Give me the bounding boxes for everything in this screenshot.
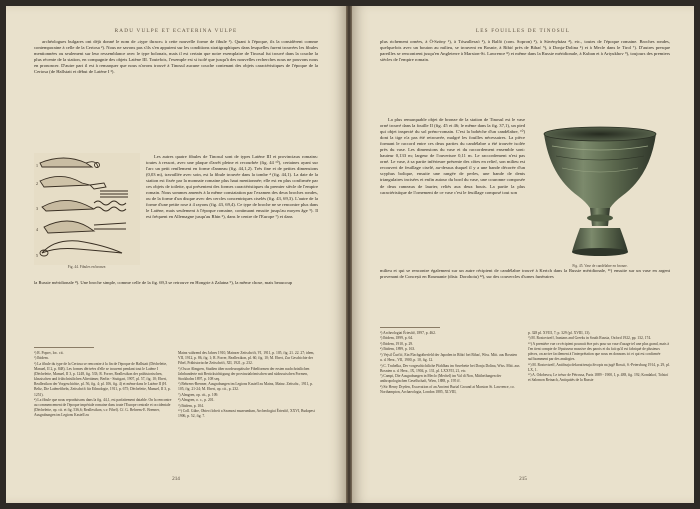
footnote: ⁴) Ibidem, 1899, p. 163. [380, 347, 416, 352]
svg-text:1: 1 [36, 163, 38, 168]
footnote: ⁶) C. Truhelka, Der vorgeschichtliche Pfahlbau im Savebette bei Donja Dolina, Wiss. Mitt. aus Bosnien u. d. Herz., IX, 1904, p. 131, pl. LXXVII, 21, etc. [380, 363, 520, 373]
footnote: ²) Ibidem. [34, 356, 49, 361]
right-page [352, 6, 694, 503]
svg-text:3: 3 [36, 206, 38, 211]
right-footnotes-column-2 [528, 331, 670, 384]
left-footnotes-column-2 [178, 351, 318, 420]
footnote: ⁴) La fibule que nous reproduisons dans la fig. 44,1, est parfaitement datable. On la rencontre au commencement de l'époque impériale romaine dans toute l'Europe centrale et occidentale (Déchelette, op. cit. et fig. 536,6; Reallexikon, s.v. Fibel). Cf. G. Behrens-E. Brenner, Ausgrabungen im Legions Kastell zu [34, 398, 172, 418]
footnote: ¹⁰) Coll. Gübe, Obiect loheit a Szamosi muzeumban, Archeologiai Értesítő, XXVI, Budapest 1906, p. 52, fig. 7. [178, 409, 315, 419]
footnote: ³) Ibidem, 1910, p. 29. [380, 341, 414, 346]
left-page-number: 214 [172, 476, 180, 482]
right-body-paragraph-3 [380, 268, 670, 280]
footnote: ¹¹) M. Rostovtzeff, Antičnaja dekorativnaja živopis na jugě Rossii, S.-Petersburg 1914, p. 29, pl. LX, 1. [528, 362, 670, 372]
right-body-text-3: milieu et qui se rencontre également sur un autre récipient de candélabre trouvé à Kertch dans la Russie méridionale, ¹¹) ensuite sur un vase en argent provenant de Concești en Roumanie (distr. Dorohoiu) ¹²), sur des couvercles d'urnes funéraires [380, 268, 670, 280]
bronze-vase-photo-icon [530, 116, 670, 266]
footnote: ⁸) Almgren, o. c., p. 201. [178, 398, 215, 403]
footnote: ¹) Archeologiai Értesítő, 1897, p. 462. [380, 331, 436, 335]
footnote: p. 328 pl. XVIII, 7; p. 329 (pl. XVIII, 13). [528, 331, 591, 335]
fibula-drawings-icon [34, 153, 140, 265]
left-body-paragraph-1 [34, 39, 318, 75]
footnote: ⁵) Vejsil Čurčić, Ein Flachgräberfeld der Japoden in Ribić bei Bihać, Wiss. Mitt. aus Bosnien u. d. Herz., VII, 1900, p. 10, fig. 12. [380, 352, 518, 363]
footnote: ⁷) Campi, Die Ausgrabungen in Meclo (Mechel) im Val di Non, Mittheilungen der anthropologischen Gesellschaft, Wien, 1888, p. 195 ff. [380, 374, 502, 384]
left-body-text-3: la Russie méridionale ⁸). Une broche simple, comme celle de la fig. 69,3 se retrouve en Hongrie à Zalatna ⁹), la même chose, mais beaucoup [34, 280, 293, 285]
right-body-text-1: plus richement ornées, à Ö-Szöny ¹), à Tószalleszó ²), à Balfö (com. Sopron) ³), à Süvényháza ⁴), etc., toutes de l'époque romaine. Broches rondes, quelquefois avec un bouton au milieu, se trouvent en Bosnie, à Ribić près de Bihać ⁵), à Donja-Dolina ⁶) et à Mecle dans le Tirol ⁷). D'autres presque pareilles se rencontrent jusqu'en Angleterre à Marston-St. Lawrence ⁸) et même dans la Russie méridionale, à Kuban et à Artyukhov ⁹), toujours des premiers siècles de l'empire romain. [380, 39, 670, 63]
footnote: ⁹) M. Rostovtzeff, Iranians and Greeks in South Russia, Oxford 1922, pp. 132, 174. [528, 336, 652, 341]
footnote: ¹) R. Popov, loc. cit. [34, 351, 64, 355]
svg-text:5: 5 [36, 253, 38, 258]
left-footnotes-column-1 [34, 351, 172, 419]
left-running-head: RADU VULPE ET ECATERINA VULPE [114, 28, 238, 34]
svg-text:2: 2 [36, 181, 38, 186]
right-footnote-rule [380, 327, 440, 328]
footnote: ⁶) Behrens-Brenner, Ausgrabungen im Legions Kastell zu Mainz, Mainz. Zeitschr., 1911, p. 105, fig. 21-24; M. Ebert, op. cit., p. 232. [178, 382, 313, 392]
footnote: ⁹) Ibidem, p. 104. [178, 403, 204, 408]
footnote: ¹⁰) A première vue ce récipient pourrait être pris pour un vase d'usage tel une plus grand, mais à l'en tient compte de l'épaisseur massive des parois et du fait qu'il est fabriqué de plusieurs pièces, on arrive facilement à l'interprétation que nous en donnons ici et qui est confirmée suffisamment par des analogies. [528, 341, 669, 362]
footnote: ²) Ibidem, 1899, p. 64. [380, 336, 414, 341]
footnote: ⁸) Sir Henry Dryden, Excavation of an Ancient Burial Ground at Marston St. Lawrence, co. Northampton, Archaeologia, London 1885, XLVIII, [380, 384, 515, 394]
footnote: Mainz während des Jahres 1910, Mainzer Zeitschrift, VI, 1911, p. 105, fig. 21. 22. 27; idem, VII, 1912, p. 86, fig. 1; R. Forrer, Reallexikon, pl. 60, fig. 10; M. Ebert, Zur Geschichte der Fibel, Prähistorische Zeitschrift, XII, 1921, p. 232. [178, 351, 315, 366]
right-running-head: LES FOUILLES DE TINOSUL [475, 28, 571, 34]
right-body-paragraph-1 [380, 39, 670, 63]
footnote: ³) La fibule du type de la Certosa se rencontre à la fin de l'époque de Hallstatt (Déchelette, Manuel, II 2, p. 848). Les formes dérivées d'elle se trouvent pendant tout le Latène I (Déchelette, Manuel, II 3, p. 1248, fig. 533; R. Forrer, Reallexikon der prähistorischen, klassischen und frühchristlichen Altertümer, Berlin - Stuttgart, 1907, pl. 57, fig. 10; Ebert, Reallexikon der Vorgeschichte, pl. 56, fig. 4; pl. 106, fig. 4) et même dans le Latène II (H. Beltz, Die Latènefibeln, Zeitschrift für Ethnologie, 1911, p. 675; Déchelette, Manuel, II 3, p. 1251). [34, 361, 171, 397]
right-page-number: 215 [519, 476, 527, 482]
left-page [6, 6, 346, 503]
footnote: ⁷) Almgren, op. cit., p. 109. [178, 392, 219, 397]
left-body-text-1: archéologues bulgares ont déjà donné le nom de «type thrace» à cette nouvelle forme de fibule ¹). Quant à l'époque, ils la considèrent comme contemporaine à celle de la Certosa ²). Nous ne savons pas s'ils s'en appuient sur les conditions stratigraphiques dans lesquelles furent trouvées les fibules mentionnées ou seulement sur leur ressemblance avec le type bolonais, mais il est certain que notre exemplaire de Tinosul fut trouvé dans la couche la plus récente de la station, en compagnie des objets Latène III. Toutefois, l'exemple est si isolé que jusqu'à des nouvelles recherches nous ne pouvons nous en prononcer. D'autre part il est à remarquer que nous n'avons trouvé à Tinosul aucune couche contenant des objets caractéristiques de l'époque de la Certosa (de Hallstatt et début de Latène I ³). [34, 39, 318, 75]
left-body-paragraph-2 [146, 154, 318, 221]
footnote: ¹²) A. Odobescu, Le trésor de Pétrossa, Paris 1889 - 1900, I, p. 488, fig. 192; Kondakof, Tolstoï et Salomon Reinach, Antiquités de la Russie [528, 373, 669, 383]
svg-text:4: 4 [36, 227, 38, 232]
left-figure-caption: Fig. 44. Fibules en bronze. [67, 265, 107, 269]
footnote: ⁵) Oscar Almgren, Studien über nordeuropäische Fibelformen der ersten nachchristlichen Jahrhunderte mit Berücksichtigung der provinzialrömischen und südrussischen Formen, Stockholm 1897, p. 108 seq. [178, 366, 310, 381]
right-figure-caption: Fig. 45. Vase de candélabre en bronze. [572, 264, 628, 268]
right-body-text-2: La plus remarquable objet de bronze de la station de Tinosul est le vase orné trouvé dans la fouille II (fig. 45 et 46; le même dans la fig. 37,1), un pied qui objet inspecté du sol préno-romain. C'est la bobèche d'un candélabre, ¹⁰) dont la tige n'a pas été retrouvée, malgré les fouilles nécessaires. La pièce formant le raccord entre ces deux parties du candélabre a été trouvée isolée près du vase. Les dimensions du vase et du raccordement ensemble sont: hauteur 0,133 m; largeur de l'ouverture 0,11 m. Le raccordement n'est pas orné. Le vase, à sa partie inférieure présente des côtes en relief, son milieu est recouvert de feuillage ciselé, au-dessus duquel il y a une bande décorée d'un scyphus bolique, ensuite une rangée de perles, une bande de dents triangulaires incisées et enfin autour du bord du vase, une couronne composée de deux rameaux de laurier, reliés aux deux bouts. La partie la plus caractéristique de l'ornement de ce vase c'est le feuillage composé tout son [380, 117, 525, 195]
left-body-paragraph-3 [34, 280, 318, 286]
right-body-paragraph-2 [380, 117, 525, 196]
left-body-text-2: Les autres quatre fibules de Tinosul sont de types Latène III et provinciaux romains: toutes à ressort, avec une plaque d'arrêt pleine et recourbée (fig. 44 ¹⁰), certaines ayant sur l'arc un petit renflement en forme d'anneau (fig. 44,1,2). Très fine et de petites dimensions (0,03 m), travaillée avec soin, est la fibule trouvée dans la tombe ⁴ (fig. 44,1). La date de la station est fixée par la monnaie romaine plus haut mentionnée; elle est en plus confirmée par ces objets de toilette, qui présentent des formes caractéristiques du premier siècle de l'empire romain. Nous sommes amenés à la même constatation par l'examen des deux broches rondes, ou de la forme d'un disque avec des cercles concentriques ciselés (fig. 43, 69,3). L'autre de la forme d'une petite rose à 4 rayons (fig. 43, 69,4). Ce type de broche ne se rencontre plus dans le Latène, mais seulement à l'époque romaine, continuant ensuite jusqu'au moyen âge ⁵). Il est fréquent en Allemagne jusqu'au Rhin ⁶), dans le centre de l'Europe ⁷) et dans [146, 154, 318, 220]
right-footnotes-column-1 [380, 331, 520, 395]
left-footnote-rule [34, 347, 94, 348]
